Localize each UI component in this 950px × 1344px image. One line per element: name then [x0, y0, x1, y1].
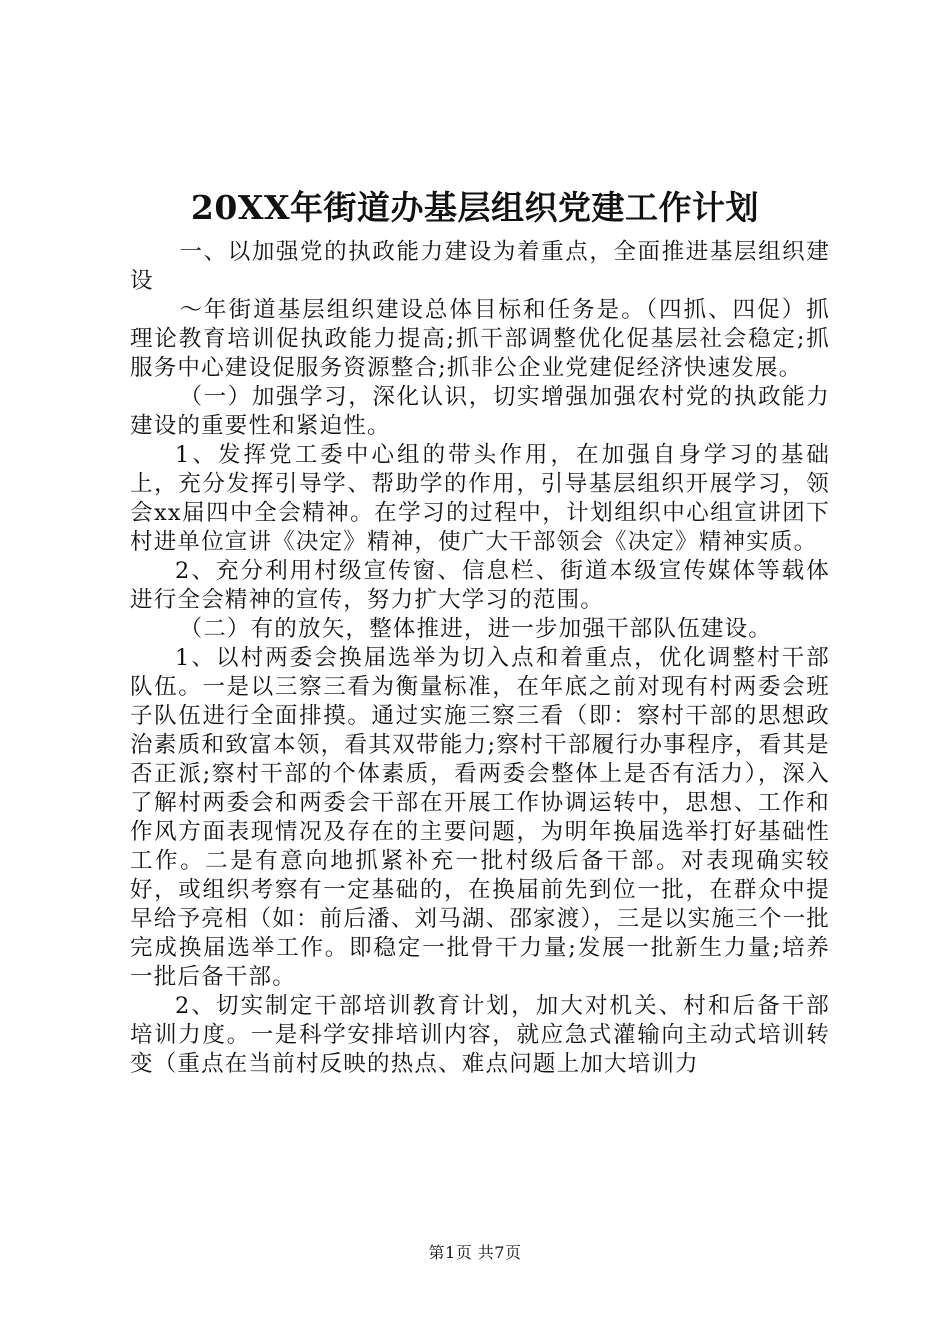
section-heading-1: 一、以加强党的执政能力建设为着重点，全面推进基层组织建设 — [130, 239, 830, 294]
document-title: 20XX年街道办基层组织党建工作计划 — [190, 188, 760, 227]
paragraph-goals: ～年街道基层组织建设总体目标和任务是。（四抓、四促）抓理论教育培训促执政能力提高;抓干部调整优化促基层社会稳定;抓服务中心建设促服务资源整合;抓非公企业党建促经济快速发展。 — [130, 297, 830, 381]
paragraph-item-2: 2、充分利用村级宣传窗、信息栏、街道本级宣传媒体等载体进行全会精神的宣传，努力扩大学习的范围。 — [130, 558, 830, 613]
page-number: 第1页 共7页 — [428, 1243, 522, 1262]
paragraph-item-4: 2、切实制定干部培训教育计划，加大对机关、村和后备干部培训力度。一是科学安排培训内容，就应急式灌输向主动式培训转变（重点在当前村反映的热点、难点问题上加大培训力 — [130, 993, 830, 1077]
subsection-heading-1: （一）加强学习，深化认识，切实增强加强农村党的执政能力建设的重要性和紧迫性。 — [130, 384, 830, 439]
document-body — [130, 238, 830, 1079]
subsection-heading-2: （二）有的放矢，整体推进，进一步加强干部队伍建设。 — [179, 616, 773, 642]
paragraph-item-1: 1、发挥党工委中心组的带头作用，在加强自身学习的基础上，充分发挥引导学、帮助学的作用，引导基层组织开展学习，领会xx届四中全会精神。在学习的过程中，计划组织中心组宣讲团下村进单位宣讲《决定》精神，使广大干部领会《决定》精神实质。 — [130, 442, 830, 555]
paragraph-item-3: 1、以村两委会换届选举为切入点和着重点，优化调整村干部队伍。一是以三察三看为衡量标准，在年底之前对现有村两委会班子队伍进行全面排摸。通过实施三察三看（即：察村干部的思想政治素质和致富本领，看其双带能力;察村干部履行办事程序，看其是否正派;察村干部的个体素质，看两委会整体上是否有活力），深入了解村两委会和两委会干部在开展工作协调运转中，思想、工作和作风方面表现情况及存在的主要问题，为明年换届选举打好基础性工作。二是有意向地抓紧补充一批村级后备干部。对表现确实较好，或组织考察有一定基础的，在换届前先到位一批，在群众中提早给予亮相（如：前后潘、刘马湖、邵家渡），三是以实施三个一批完成换届选举工作。即稳定一批骨干力量;发展一批新生力量;培养一批后备干部。 — [130, 645, 830, 990]
